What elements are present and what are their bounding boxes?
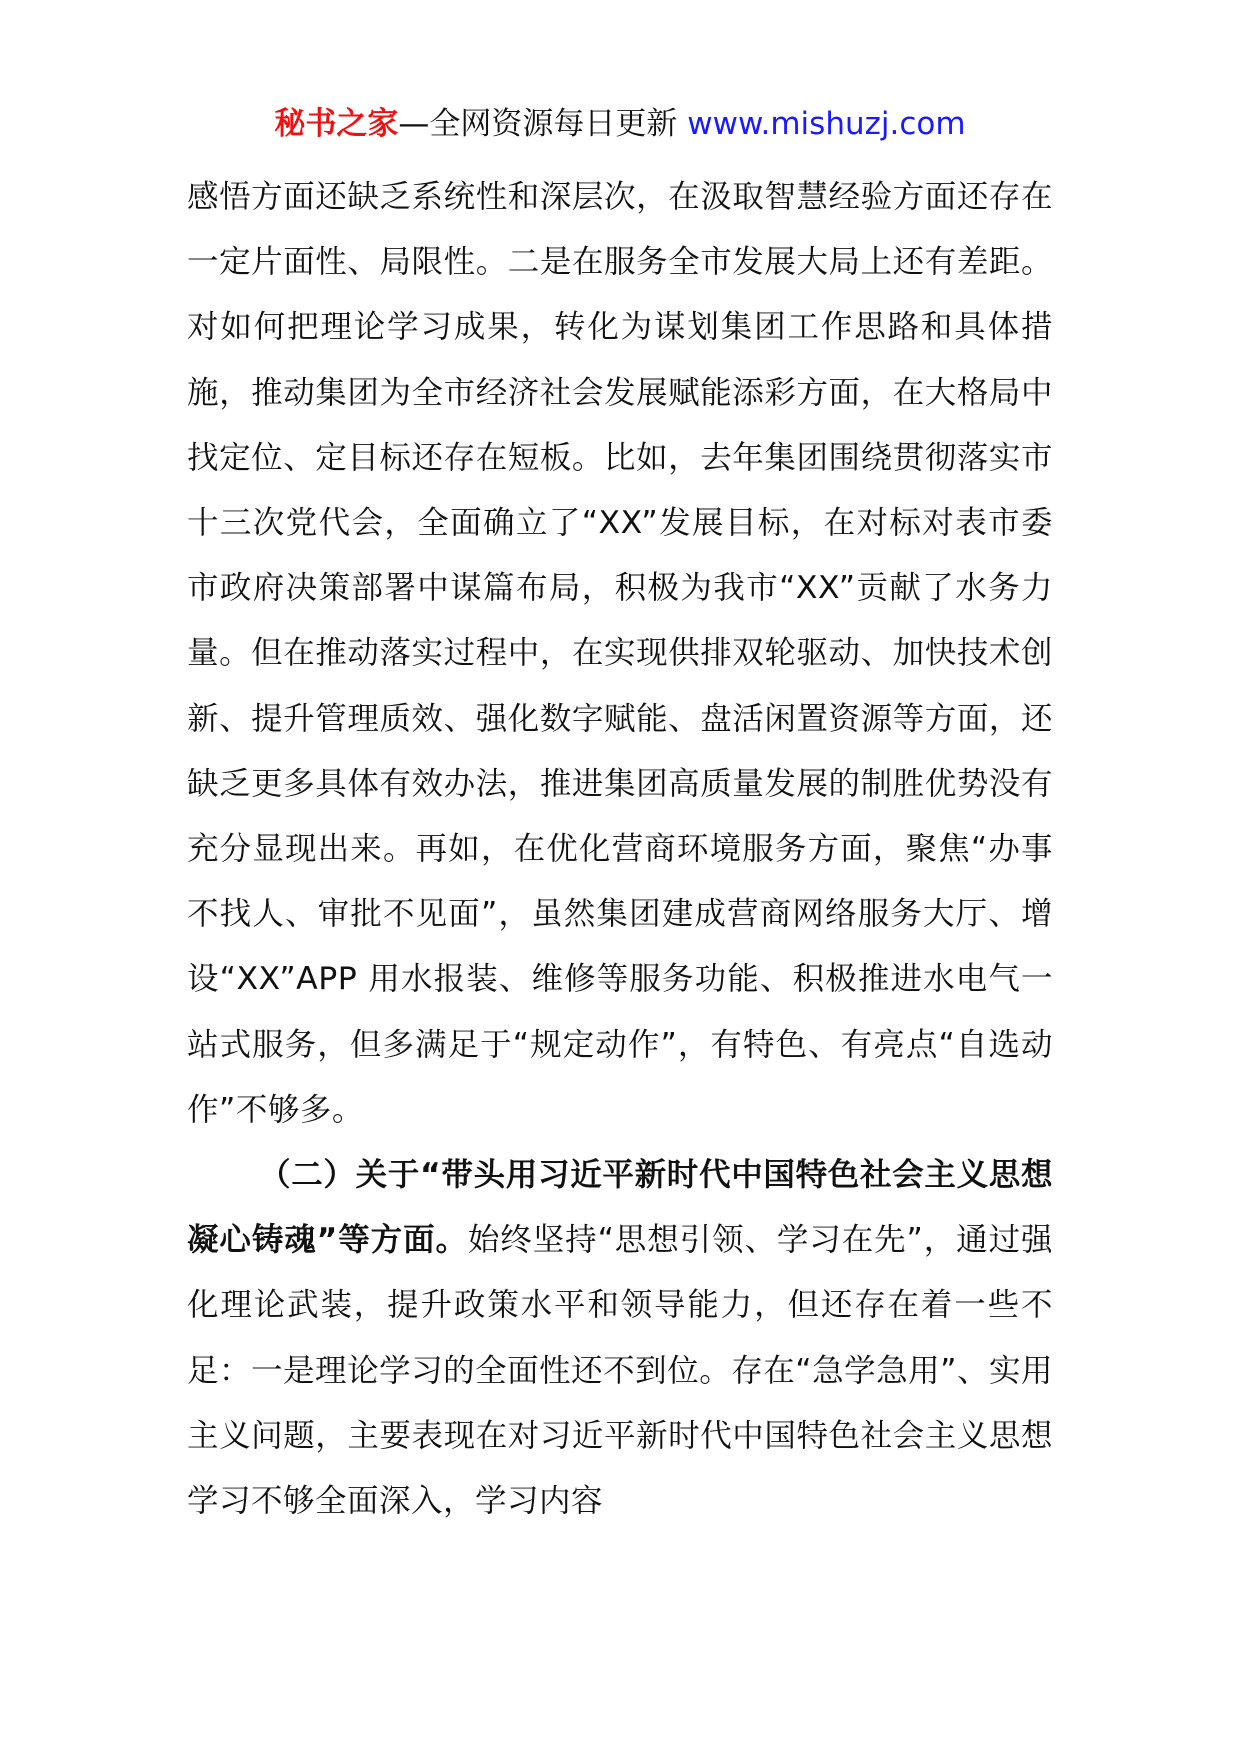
section-heading: （二）关于“带头用习近平新时代中国特色社会主义思想凝心铸魂”等方面。: [187, 1157, 1053, 1259]
site-url-link[interactable]: www.mishuzj.com: [687, 106, 966, 142]
site-name: 秘书之家: [274, 106, 399, 142]
document-body: [187, 165, 1053, 1534]
paragraph-body: 始终坚持“思想引领、学习在先”，通过强化理论武装，提升政策水平和领导能力，但还存在着一些不足：一是理论学习的全面性还不到位。存在“急学急用”、实用主义问题，主要表现在对习近平新时代中国特色社会主义思想学习不够全面深入，学习内容: [187, 1222, 1053, 1520]
paragraph: 感悟方面还缺乏系统性和深层次，在汲取智慧经验方面还存在一定片面性、局限性。二是在服务全市发展大局上还有差距。对如何把理论学习成果，转化为谋划集团工作思路和具体措施，推动集团为全市经济社会发展赋能添彩方面，在大格局中找定位、定目标还存在短板。比如，去年集团围绕贯彻落实市十三次党代会，全面确立了“XX”发展目标，在对标对表市委市政府决策部署中谋篇布局，积极为我市“XX”贡献了水务力量。但在推动落实过程中，在实现供排双轮驱动、加快技术创新、提升管理质效、强化数字赋能、盘活闲置资源等方面，还缺乏更多具体有效办法，推进集团高质量发展的制胜优势没有充分显现出来。再如，在优化营商环境服务方面，聚焦“办事不找人、审批不见面”，虽然集团建成营商网络服务大厅、增设“XX”APP 用水报装、维修等服务功能、积极推进水电气一站式服务，但多满足于“规定动作”，有特色、有亮点“自选动作”不够多。: [187, 179, 1053, 1128]
site-tagline: —全网资源每日更新: [398, 106, 688, 142]
paragraph: [187, 1143, 1053, 1534]
site-header: [0, 104, 1240, 144]
